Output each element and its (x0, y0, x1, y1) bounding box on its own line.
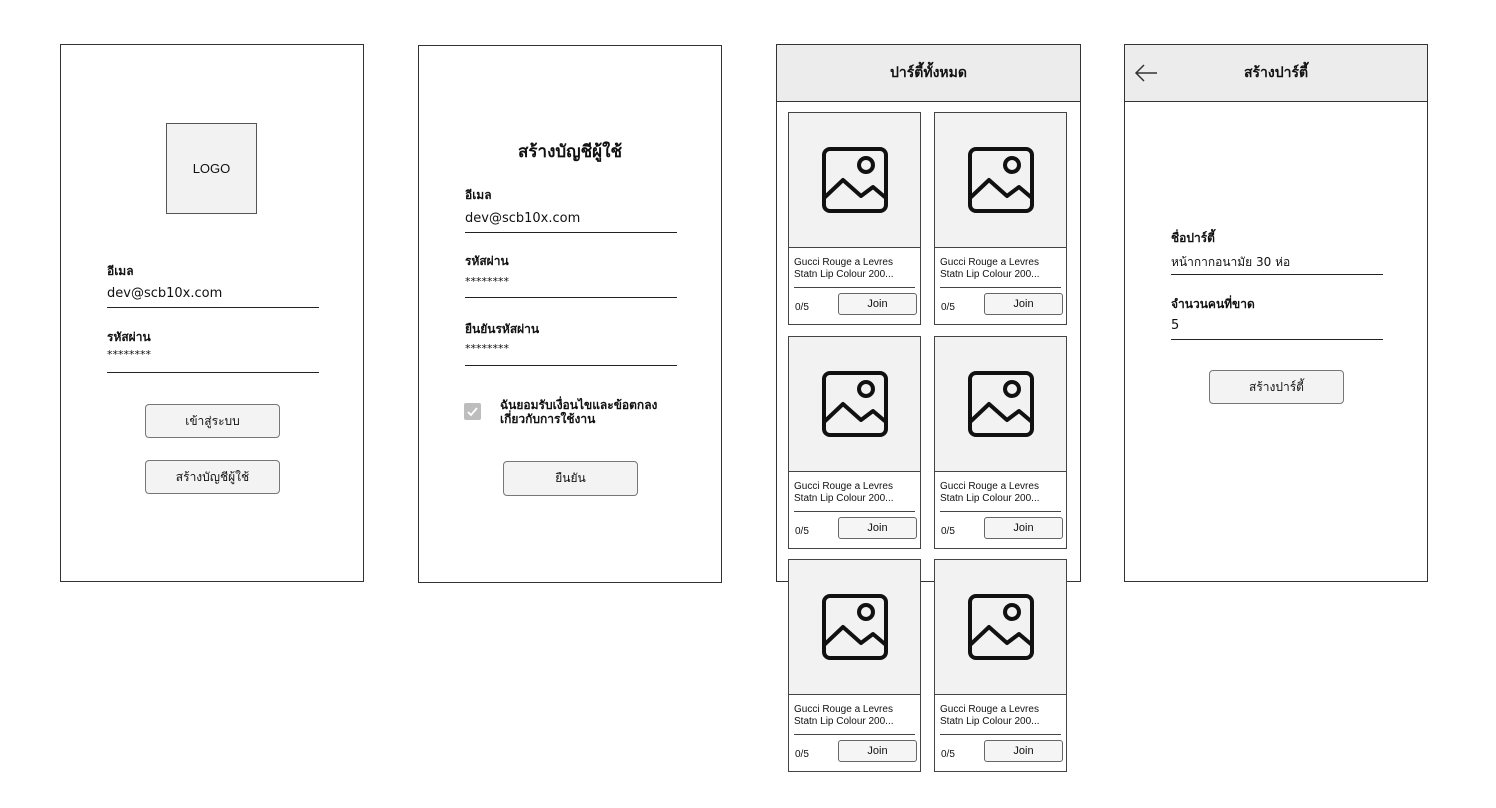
register-screen (418, 45, 722, 583)
party-title (940, 704, 1062, 728)
party-card[interactable] (934, 559, 1067, 772)
join-button[interactable]: Join (838, 740, 917, 762)
join-button[interactable]: Join (984, 740, 1063, 762)
join-button[interactable]: Join (984, 517, 1063, 539)
page-title: สร้างปาร์ตี้ (1243, 65, 1309, 81)
party-title-line-2: Statn Lip Colour 200... (940, 716, 1040, 727)
party-title-line-1: Gucci Rouge a Levres (940, 257, 1039, 268)
party-title-line-2: Statn Lip Colour 200... (794, 269, 894, 280)
image-placeholder-icon (967, 370, 1035, 438)
header (777, 45, 1080, 102)
party-image (935, 113, 1066, 248)
card-divider (940, 287, 1061, 288)
party-title-line-1: Gucci Rouge a Levres (940, 704, 1039, 715)
confirm-button[interactable]: ยืนยัน (503, 461, 638, 496)
party-title-line-1: Gucci Rouge a Levres (794, 257, 893, 268)
party-card[interactable] (934, 112, 1067, 325)
party-image (935, 337, 1066, 472)
login-screen (60, 44, 364, 582)
terms-checkbox[interactable] (464, 403, 481, 420)
email-label: อีเมล (465, 188, 492, 202)
confirm-password-underline (465, 365, 677, 366)
page-title: ปาร์ตี้ทั้งหมด (890, 65, 967, 81)
join-button[interactable]: Join (838, 293, 917, 315)
image-placeholder-icon (821, 370, 889, 438)
terms-text (500, 398, 657, 426)
party-member-count: 0/5 (795, 302, 809, 313)
header (1125, 45, 1427, 102)
image-placeholder-icon (821, 146, 889, 214)
password-underline (465, 297, 677, 298)
party-image (789, 560, 920, 695)
party-member-count: 0/5 (941, 302, 955, 313)
party-title-line-2: Statn Lip Colour 200... (940, 269, 1040, 280)
email-underline (107, 307, 319, 308)
join-button[interactable]: Join (838, 517, 917, 539)
party-title (794, 704, 916, 728)
password-underline (107, 372, 319, 373)
back-button[interactable] (1133, 61, 1161, 85)
party-name-label: ชื่อปาร์ตี้ (1171, 231, 1215, 245)
party-card[interactable] (788, 559, 921, 772)
register-button[interactable]: สร้างบัญชีผู้ใช้ (145, 460, 280, 494)
party-title-line-1: Gucci Rouge a Levres (940, 481, 1039, 492)
card-divider (940, 511, 1061, 512)
party-image (935, 560, 1066, 695)
terms-line-2: เกี่ยวกับการใช้งาน (500, 412, 596, 426)
card-divider (794, 511, 915, 512)
image-placeholder-icon (821, 593, 889, 661)
image-placeholder-icon (967, 146, 1035, 214)
password-label: รหัสผ่าน (107, 330, 151, 344)
email-field[interactable]: dev@scb10x.com (107, 286, 223, 301)
missing-count-label: จำนวนคนที่ขาด (1171, 297, 1255, 311)
check-icon (466, 405, 479, 418)
party-title (940, 481, 1062, 505)
confirm-password-label: ยืนยันรหัสผ่าน (465, 322, 540, 336)
email-underline (465, 232, 677, 233)
create-party-screen (1124, 44, 1428, 582)
party-member-count: 0/5 (941, 749, 955, 760)
logo (166, 123, 257, 214)
party-title (794, 257, 916, 281)
password-label: รหัสผ่าน (465, 254, 509, 268)
email-label: อีเมล (107, 264, 134, 278)
party-title-line-1: Gucci Rouge a Levres (794, 704, 893, 715)
confirm-password-field[interactable]: ******** (465, 342, 509, 355)
missing-count-field[interactable]: 5 (1171, 318, 1180, 333)
card-divider (794, 287, 915, 288)
arrow-left-icon (1133, 61, 1161, 85)
create-party-button[interactable]: สร้างปาร์ตี้ (1209, 370, 1344, 404)
party-card[interactable] (788, 112, 921, 325)
party-title-line-1: Gucci Rouge a Levres (794, 481, 893, 492)
logo-text: LOGO (192, 161, 231, 176)
party-card[interactable] (934, 336, 1067, 549)
party-title-line-2: Statn Lip Colour 200... (794, 493, 894, 504)
login-button[interactable]: เข้าสู่ระบบ (145, 404, 280, 438)
password-field[interactable]: ******** (107, 348, 151, 361)
party-member-count: 0/5 (795, 749, 809, 760)
card-divider (794, 734, 915, 735)
party-image (789, 113, 920, 248)
party-title-line-2: Statn Lip Colour 200... (794, 716, 894, 727)
party-name-underline (1171, 274, 1383, 275)
party-card[interactable] (788, 336, 921, 549)
card-divider (940, 734, 1061, 735)
page-title: สร้างบัญชีผู้ใช้ (518, 142, 622, 162)
party-title (794, 481, 916, 505)
party-title-line-2: Statn Lip Colour 200... (940, 493, 1040, 504)
party-name-field[interactable]: หน้ากากอนามัย 30 ห่อ (1171, 255, 1291, 269)
terms-line-1: ฉันยอมรับเงื่อนไขและข้อตกลง (500, 398, 658, 412)
password-field[interactable]: ******** (465, 275, 509, 288)
party-member-count: 0/5 (795, 526, 809, 537)
party-title (940, 257, 1062, 281)
image-placeholder-icon (967, 593, 1035, 661)
party-image (789, 337, 920, 472)
missing-count-underline (1171, 339, 1383, 340)
party-member-count: 0/5 (941, 526, 955, 537)
join-button[interactable]: Join (984, 293, 1063, 315)
email-field[interactable]: dev@scb10x.com (465, 211, 581, 226)
